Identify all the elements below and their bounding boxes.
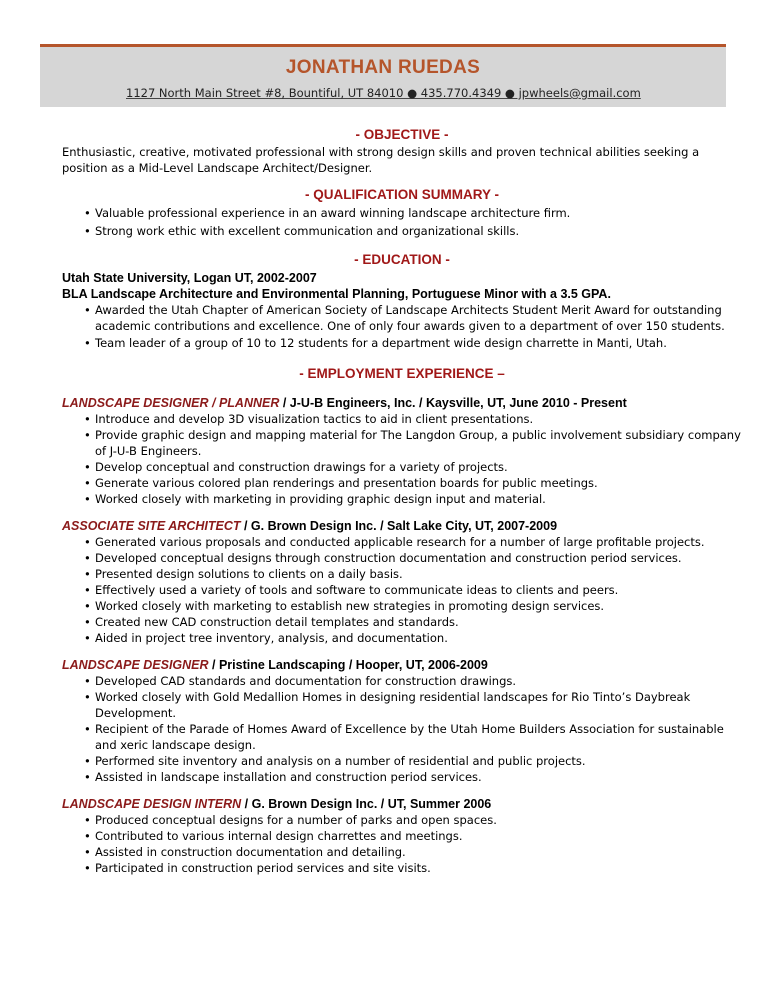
resume-body <box>62 126 742 876</box>
job-entry <box>62 796 742 876</box>
qualifications-list <box>62 205 742 239</box>
list-item: • Produced conceptual designs for a number of parks and open spaces. <box>86 812 742 828</box>
list-item: • Aided in project tree inventory, analysis, and documentation. <box>86 630 742 646</box>
list-item: • Worked closely with marketing to establish new strategies in promoting design services. <box>86 598 742 614</box>
objective-section <box>62 126 742 176</box>
list-item: • Recipient of the Parade of Homes Award of Excellence by the Utah Home Builders Association for sustainable and xeric landscape design. <box>86 721 742 753</box>
list-item: • Valuable professional experience in an award winning landscape architecture firm. <box>86 205 742 221</box>
list-item: • Contributed to various internal design charrettes and meetings. <box>86 828 742 844</box>
job-duties <box>62 411 742 507</box>
qualifications-section <box>62 186 742 239</box>
list-item: • Created new CAD construction detail templates and standards. <box>86 614 742 630</box>
objective-heading: - OBJECTIVE - <box>355 127 449 142</box>
education-heading: - EDUCATION - <box>354 252 450 267</box>
job-details: / J-U-B Engineers, Inc. / Kaysville, UT, June 2010 - Present <box>279 396 627 410</box>
list-item: • Developed conceptual designs through construction documentation and construction period services. <box>86 550 742 566</box>
education-section <box>62 251 742 351</box>
list-item: • Assisted in landscape installation and construction period services. <box>86 769 742 785</box>
job-duties <box>62 812 742 876</box>
list-item: • Developed CAD standards and documentation for construction drawings. <box>86 673 742 689</box>
list-item: • Assisted in construction documentation and detailing. <box>86 844 742 860</box>
list-item: • Worked closely with Gold Medallion Homes in designing residential landscapes for Rio Tinto’s Daybreak Development. <box>86 689 742 721</box>
job-details: / G. Brown Design Inc. / UT, Summer 2006 <box>241 797 492 811</box>
list-item: • Participated in construction period services and site visits. <box>86 860 742 876</box>
qualifications-heading: - QUALIFICATION SUMMARY - <box>305 187 499 202</box>
list-item: • Awarded the Utah Chapter of American Society of Landscape Architects Student Merit Award for outstanding academic contributions and excellence. One of only four awards given to a department of over 150 students. <box>86 302 742 334</box>
objective-text: Enthusiastic, creative, motivated professional with strong design skills and proven technical abilities seeking a position as a Mid-Level Landscape Architect/Designer. <box>62 145 700 175</box>
job-details: / Pristine Landscaping / Hooper, UT, 2006-2009 <box>208 658 488 672</box>
list-item: • Effectively used a variety of tools and software to communicate ideas to clients and peers. <box>86 582 742 598</box>
job-title: LANDSCAPE DESIGN INTERN <box>62 797 242 811</box>
list-item: • Develop conceptual and construction drawings for a variety of projects. <box>86 459 742 475</box>
job-entry <box>62 657 742 785</box>
job-heading <box>62 395 742 411</box>
education-list <box>62 302 742 351</box>
education-degree: BLA Landscape Architecture and Environmental Planning, Portuguese Minor with a 3.5 GPA. <box>62 287 611 301</box>
job-title: ASSOCIATE SITE ARCHITECT <box>62 519 241 533</box>
employment-section <box>62 365 742 876</box>
list-item: • Worked closely with marketing in providing graphic design input and material. <box>86 491 742 507</box>
employment-heading: - EMPLOYMENT EXPERIENCE – <box>299 366 505 381</box>
list-item: • Generate various colored plan renderings and presentation boards for public meetings. <box>86 475 742 491</box>
job-heading <box>62 518 742 534</box>
list-item: • Provide graphic design and mapping material for The Langdon Group, a public involvement subsidiary company of J-U-B Engineers. <box>86 427 742 459</box>
job-title: LANDSCAPE DESIGNER / PLANNER <box>62 396 280 410</box>
job-heading <box>62 796 742 812</box>
education-school: Utah State University, Logan UT, 2002-2007 <box>62 271 317 285</box>
list-item: • Strong work ethic with excellent communication and organizational skills. <box>86 223 742 239</box>
list-item: • Generated various proposals and conducted applicable research for a number of large profitable projects. <box>86 534 742 550</box>
job-entry <box>62 395 742 507</box>
list-item: • Performed site inventory and analysis on a number of residential and public projects. <box>86 753 742 769</box>
list-item: • Team leader of a group of 10 to 12 students for a department wide design charrette in Manti, Utah. <box>86 335 742 351</box>
candidate-name: JONATHAN RUEDAS <box>285 57 481 78</box>
job-details: / G. Brown Design Inc. / Salt Lake City, UT, 2007-2009 <box>240 519 558 533</box>
resume-header <box>40 44 726 107</box>
list-item: • Introduce and develop 3D visualization tactics to aid in client presentations. <box>86 411 742 427</box>
job-entry <box>62 518 742 646</box>
job-duties <box>62 534 742 646</box>
contact-line: 1127 North Main Street #8, Bountiful, UT 84010 ● 435.770.4349 ● jpwheels@gmail.com <box>126 86 641 100</box>
job-heading <box>62 657 742 673</box>
job-title: LANDSCAPE DESIGNER <box>62 658 209 672</box>
list-item: • Presented design solutions to clients on a daily basis. <box>86 566 742 582</box>
job-duties <box>62 673 742 785</box>
